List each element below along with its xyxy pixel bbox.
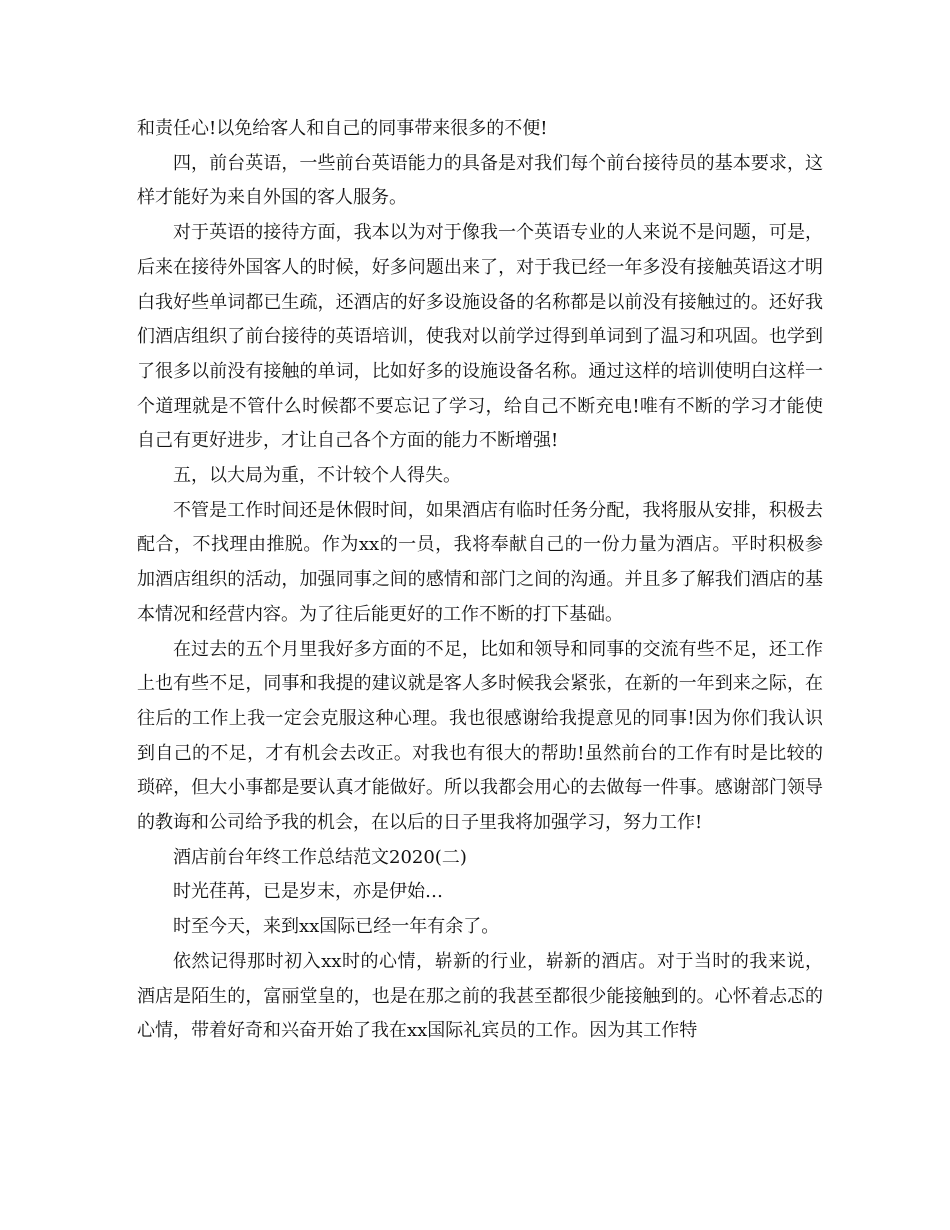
paragraph-6: 在过去的五个月里我好多方面的不足，比如和领导和同事的交流有些不足，还工作上也有些不足，同事和我提的建议就是客人多时候我会紧张，在新的一年到来之际，在往后的工作上我一定会克服这种心理。我也很感谢给我提意见的同事!因为你们我认识到自己的不足，才有机会去改正。对我也有很大的帮助!虽然前台的工作有时是比较的琐碎，但大小事都是要认真才能做好。所以我都会用心的去做每一件事。感谢部门领导的教诲和公司给予我的机会，在以后的日子里我将加强学习，努力工作! (137, 638, 823, 834)
paragraph-10: 依然记得那时初入xx时的心情，崭新的行业，崭新的酒店。对于当时的我来说，酒店是陌生的，富丽堂皇的，也是在那之前的我甚至都很少能接触到的。心怀着忐忑的心情，带着好奇和兴奋开始了我在xx国际礼宾员的工作。因为其工作特 (137, 950, 823, 1042)
paragraph-5: 不管是工作时间还是休假时间，如果酒店有临时任务分配，我将服从安排，积极去配合，不找理由推脱。作为xx的一员，我将奉献自己的一份力量为酒店。平时积极参加酒店组织的活动，加强同事之间的感情和部门之间的沟通。并且多了解我们酒店的基本情况和经营内容。为了往后能更好的工作不断的打下基础。 (137, 499, 823, 625)
document-body (137, 112, 823, 1049)
paragraph-3: 对于英语的接待方面，我本以为对于像我一个英语专业的人来说不是问题，可是，后来在接待外国客人的时候，好多问题出来了，对于我已经一年多没有接触英语这才明白我好些单词都已生疏，还酒店的好多设施设备的名称都是以前没有接触过的。还好我们酒店组织了前台接待的英语培训，使我对以前学过得到单词到了温习和巩固。也学到了很多以前没有接触的单词，比如好多的设施设备名称。通过这样的培训使明白这样一个道理就是不管什么时候都不要忘记了学习，给自己不断充电!唯有不断的学习才能使自己有更好进步，才让自己各个方面的能力不断增强! (137, 222, 823, 452)
paragraph-4: 五，以大局为重，不计较个人得失。 (173, 465, 461, 487)
paragraph-1: 和责任心!以免给客人和自己的同事带来很多的不便! (137, 118, 548, 139)
section-heading: 酒店前台年终工作总结范文2020(二) (173, 846, 467, 868)
paragraph-8: 时光荏苒，已是岁末，亦是伊始… (173, 881, 443, 903)
paragraph-9: 时至今天，来到xx国际已经一年有余了。 (173, 916, 500, 938)
paragraph-2: 四，前台英语，一些前台英语能力的具备是对我们每个前台接待员的基本要求，这样才能好为来自外国的客人服务。 (137, 152, 823, 209)
